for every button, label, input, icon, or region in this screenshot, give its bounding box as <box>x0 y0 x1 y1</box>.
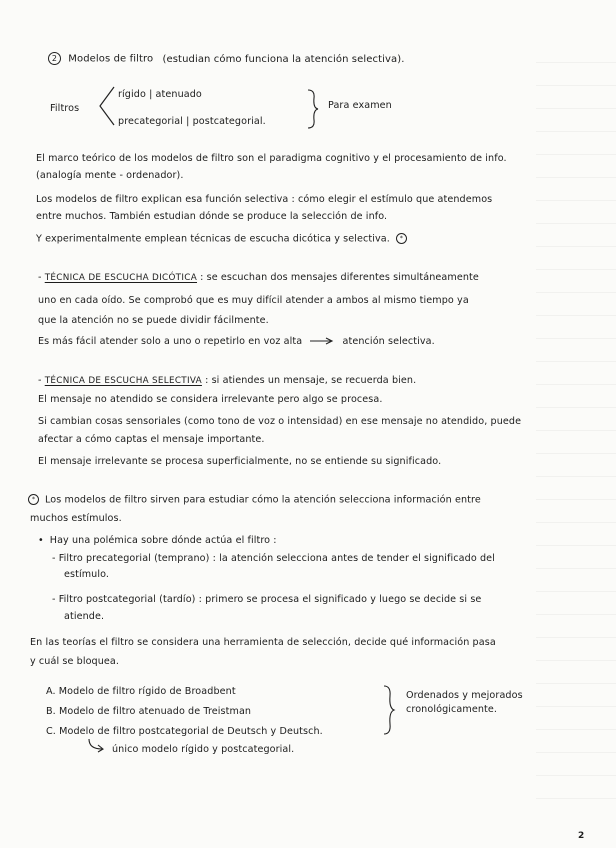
models-bullet-1: • Hay una polémica sobre dónde actúa el filtro : <box>38 535 277 546</box>
selectiva-line2: El mensaje no atendido se considera irrelevante pero algo se procesa. <box>38 394 383 405</box>
section-subtitle: (estudian cómo funciona la atención selectiva). <box>162 53 405 65</box>
section-heading <box>48 52 405 66</box>
model-item-a: A. Modelo de filtro rígido de Broadbent <box>46 686 236 697</box>
models-conclusion-line2: y cuál se bloquea. <box>30 656 120 667</box>
selectiva-line5: El mensaje irrelevante se procesa superficialmente, no se entiende su significado. <box>38 456 442 467</box>
left-brace-icon <box>96 85 116 129</box>
dicotica-line2: uno en cada oído. Se comprobó que es muy difícil atender a ambos al mismo tiempo ya <box>38 295 469 306</box>
dicotica-text-1: : se escuchan dos mensajes diferentes simultáneamente <box>200 272 479 283</box>
models-bullet-3-line2: atiende. <box>64 611 105 622</box>
selectiva-line4: afectar a cómo captas el mensaje importante. <box>38 434 265 445</box>
filters-label: Filtros <box>50 103 80 114</box>
page-number: 2 <box>578 831 585 841</box>
selectiva-bullet: - <box>38 375 42 386</box>
filters-line-1: rígido | atenuado <box>118 89 202 100</box>
models-bullet-3-line1: - Filtro postcategorial (tardío) : primero se procesa el significado y luego se decide si se <box>52 594 482 605</box>
filters-line-2: precategorial | postcategorial. <box>118 116 266 127</box>
right-brace-icon-2 <box>382 684 396 736</box>
section-number-badge: 2 <box>48 52 61 65</box>
order-note-line1: Ordenados y mejorados <box>406 690 523 701</box>
dicotica-bullet: - <box>38 272 42 283</box>
model-item-c: C. Modelo de filtro postcategorial de Deutsch y Deutsch. <box>46 726 323 737</box>
dicotica-heading: TÉCNICA DE ESCUCHA DICÓTICA <box>44 273 198 283</box>
model-item-b: B. Modelo de filtro atenuado de Treistman <box>46 706 252 717</box>
intro-p3-line1 <box>36 233 407 246</box>
right-brace-icon <box>306 88 320 132</box>
selectiva-heading: TÉCNICA DE ESCUCHA SELECTIVA <box>44 376 202 386</box>
intro-p3-text: Y experimentalmente emplean técnicas de escucha dicótica y selectiva. <box>36 233 390 245</box>
selectiva-text-1: : si atiendes un mensaje, se recuerda bien. <box>205 375 417 386</box>
intro-p1-line2: (analogía mente - ordenador). <box>36 170 184 181</box>
intro-p2-line2: entre muchos. También estudian dónde se produce la selección de info. <box>36 211 388 222</box>
models-bullet-2-line1: - Filtro precategorial (temprano) : la atención selecciona antes de tender el significado del <box>52 553 495 564</box>
asterisk-marker-2: * <box>28 494 39 505</box>
models-conclusion-line1: En las teorías el filtro se considera una herramienta de selección, decide qué información pasa <box>30 637 496 648</box>
section-title: Modelos de filtro <box>68 53 154 65</box>
asterisk-marker: * <box>396 233 407 244</box>
intro-p2-line1: Los modelos de filtro explican esa función selectiva : cómo elegir el estímulo que atendemos <box>36 194 493 205</box>
intro-p1-line1: El marco teórico de los modelos de filtro son el paradigma cognitivo y el procesamiento de info. <box>36 153 507 164</box>
models-bullet-2-line2: estímulo. <box>64 569 110 580</box>
dicotica-line4 <box>38 336 435 348</box>
order-note-line2: cronológicamente. <box>406 704 498 715</box>
models-line1 <box>28 494 481 507</box>
models-text-1: Los modelos de filtro sirven para estudiar cómo la atención selecciona información entre <box>45 494 481 506</box>
models-line2: muchos estímulos. <box>30 513 122 524</box>
dicotica-text-4b: atención selectiva. <box>342 336 435 347</box>
dicotica-line3: que la atención no se puede dividir fácilmente. <box>38 315 269 326</box>
selectiva-line3: Si cambian cosas sensoriales (como tono de voz o intensidad) en ese mensaje no atendido, puede <box>38 416 522 427</box>
curved-arrow-icon <box>86 738 108 754</box>
models-bullet-1-text: Hay una polémica sobre dónde actúa el filtro : <box>49 535 277 546</box>
dicotica-line1 <box>38 272 479 284</box>
exam-note: Para examen <box>328 100 392 111</box>
arrow-right-icon <box>309 337 335 345</box>
model-footnote: único modelo rígido y postcategorial. <box>112 744 295 755</box>
bleed-through-lines <box>536 40 616 800</box>
selectiva-line1 <box>38 375 416 387</box>
dicotica-text-4a: Es más fácil atender solo a uno o repetirlo en voz alta <box>38 336 303 347</box>
